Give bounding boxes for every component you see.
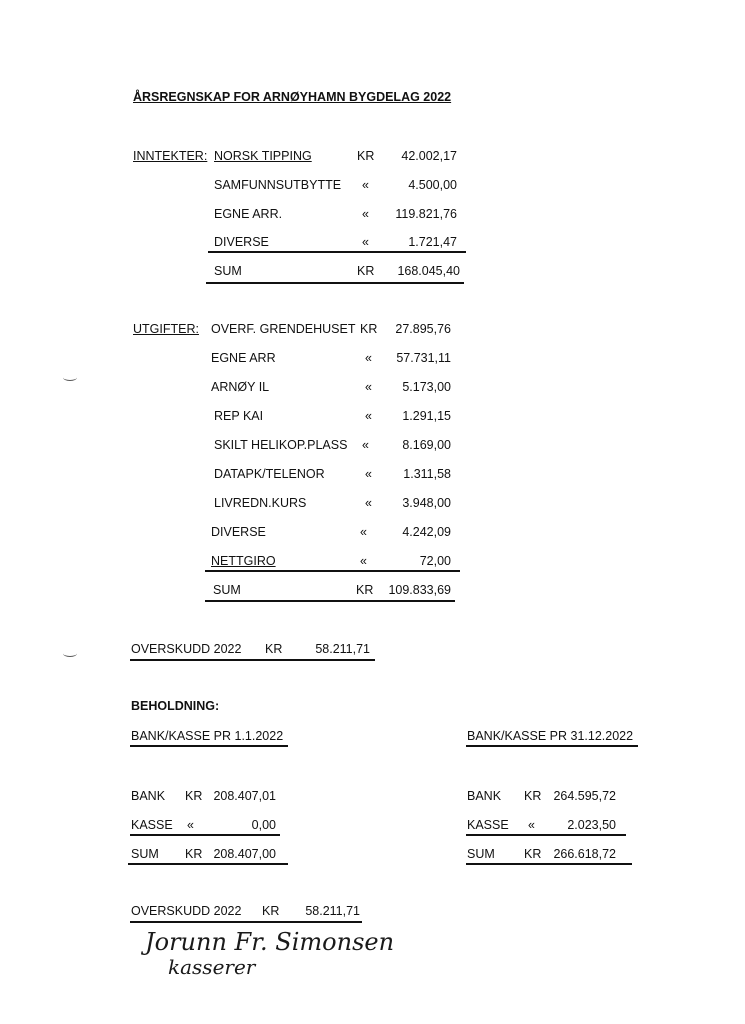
expense-unit: «: [360, 525, 367, 539]
expenses-sum-underline: [205, 600, 455, 602]
income-divider: [208, 251, 466, 253]
scan-mark: [63, 650, 77, 657]
income-label: SAMFUNNSUTBYTTE: [214, 178, 342, 192]
surplus-unit: KR: [265, 642, 283, 656]
income-unit: «: [362, 207, 369, 221]
surplus-amount: 58.211,71: [315, 642, 370, 656]
holdings-amount: 264.595,72: [553, 789, 616, 803]
expense-amount: 72,00: [419, 554, 451, 568]
holdings-right-divider: [466, 834, 626, 836]
holdings-right-heading-underline: [466, 745, 638, 747]
document-title: ÅRSREGNSKAP FOR ARNØYHAMN BYGDELAG 2022: [133, 90, 452, 104]
surplus-bottom-unit: KR: [262, 904, 280, 918]
surplus-bottom-label: OVERSKUDD 2022: [131, 904, 242, 918]
income-amount: 4.500,00: [408, 178, 457, 192]
expense-amount: 8.169,00: [402, 438, 451, 452]
expenses-sum-unit: KR: [356, 583, 374, 597]
expenses-sum-label: SUM: [213, 583, 241, 597]
holdings-unit: «: [528, 818, 535, 832]
scan-mark: [63, 374, 77, 381]
expenses-heading: UTGIFTER:: [133, 322, 199, 336]
expense-unit: «: [365, 351, 372, 365]
income-amount: 119.821,76: [395, 207, 457, 221]
income-amount: 42.002,17: [401, 149, 457, 163]
holdings-amount: 2.023,50: [567, 818, 616, 832]
holdings-amount: 0,00: [251, 818, 276, 832]
income-label: DIVERSE: [214, 235, 269, 249]
holdings-left-divider: [130, 834, 280, 836]
holdings-amount: 208.407,01: [213, 789, 276, 803]
expenses-divider: [205, 570, 460, 572]
holdings-left-heading: BANK/KASSE PR 1.1.2022: [131, 729, 284, 743]
signature-name: Jorunn Fr. Simonsen: [145, 928, 395, 956]
holdings-unit: KR: [185, 847, 203, 861]
expense-label: EGNE ARR: [211, 351, 276, 365]
income-amount: 1.721,47: [408, 235, 457, 249]
income-sum-underline: [206, 282, 464, 284]
expense-amount: 3.948,00: [402, 496, 451, 510]
income-unit: KR: [357, 149, 375, 163]
income-sum-amount: 168.045,40: [397, 264, 460, 278]
income-sum-unit: KR: [357, 264, 375, 278]
expense-label: LIVREDN.KURS: [214, 496, 307, 510]
holdings-left-sum-underline: [128, 863, 288, 865]
income-unit: «: [362, 235, 369, 249]
holdings-label: KASSE: [131, 818, 173, 832]
surplus-underline: [130, 659, 375, 661]
expense-unit: «: [360, 554, 367, 568]
expense-unit: «: [365, 409, 372, 423]
holdings-unit: KR: [524, 847, 542, 861]
expense-unit: KR: [360, 322, 378, 336]
holdings-amount: 266.618,72: [553, 847, 616, 861]
expense-amount: 1.291,15: [402, 409, 451, 423]
expense-unit: «: [362, 438, 369, 452]
income-label: NORSK TIPPING: [214, 149, 312, 163]
expense-label: NETTGIRO: [211, 554, 276, 568]
holdings-right-sum-underline: [466, 863, 632, 865]
expense-amount: 27.895,76: [395, 322, 451, 336]
income-sum-label: SUM: [214, 264, 242, 278]
expense-unit: «: [365, 496, 372, 510]
holdings-unit: «: [187, 818, 194, 832]
income-heading: INNTEKTER:: [133, 149, 208, 163]
holdings-heading: BEHOLDNING:: [131, 699, 220, 713]
expense-unit: «: [365, 380, 372, 394]
holdings-unit: KR: [524, 789, 542, 803]
expense-label: ARNØY IL: [211, 380, 270, 394]
expense-label: REP KAI: [214, 409, 264, 423]
expense-unit: «: [365, 467, 372, 481]
expenses-sum-amount: 109.833,69: [388, 583, 451, 597]
surplus-bottom-underline: [130, 921, 362, 923]
expense-amount: 4.242,09: [402, 525, 451, 539]
holdings-left-heading-underline: [130, 745, 288, 747]
expense-amount: 1.311,58: [403, 467, 451, 481]
holdings-right-heading: BANK/KASSE PR 31.12.2022: [467, 729, 634, 743]
surplus-label: OVERSKUDD 2022: [131, 642, 242, 656]
income-unit: «: [362, 178, 369, 192]
expense-label: OVERF. GRENDEHUSET: [211, 322, 356, 336]
holdings-unit: KR: [185, 789, 203, 803]
income-label: EGNE ARR.: [214, 207, 283, 221]
expense-label: DATAPK/TELENOR: [214, 467, 325, 481]
holdings-label: BANK: [131, 789, 166, 803]
holdings-amount: 208.407,00: [213, 847, 276, 861]
holdings-label: KASSE: [467, 818, 509, 832]
holdings-label: BANK: [467, 789, 502, 803]
signature-role: kasserer: [168, 955, 256, 979]
surplus-bottom-amount: 58.211,71: [305, 904, 360, 918]
expense-amount: 5.173,00: [402, 380, 451, 394]
holdings-label: SUM: [467, 847, 495, 861]
holdings-label: SUM: [131, 847, 159, 861]
expense-label: SKILT HELIKOP.PLASS: [214, 438, 348, 452]
expense-label: DIVERSE: [211, 525, 266, 539]
expense-amount: 57.731,11: [396, 351, 451, 365]
